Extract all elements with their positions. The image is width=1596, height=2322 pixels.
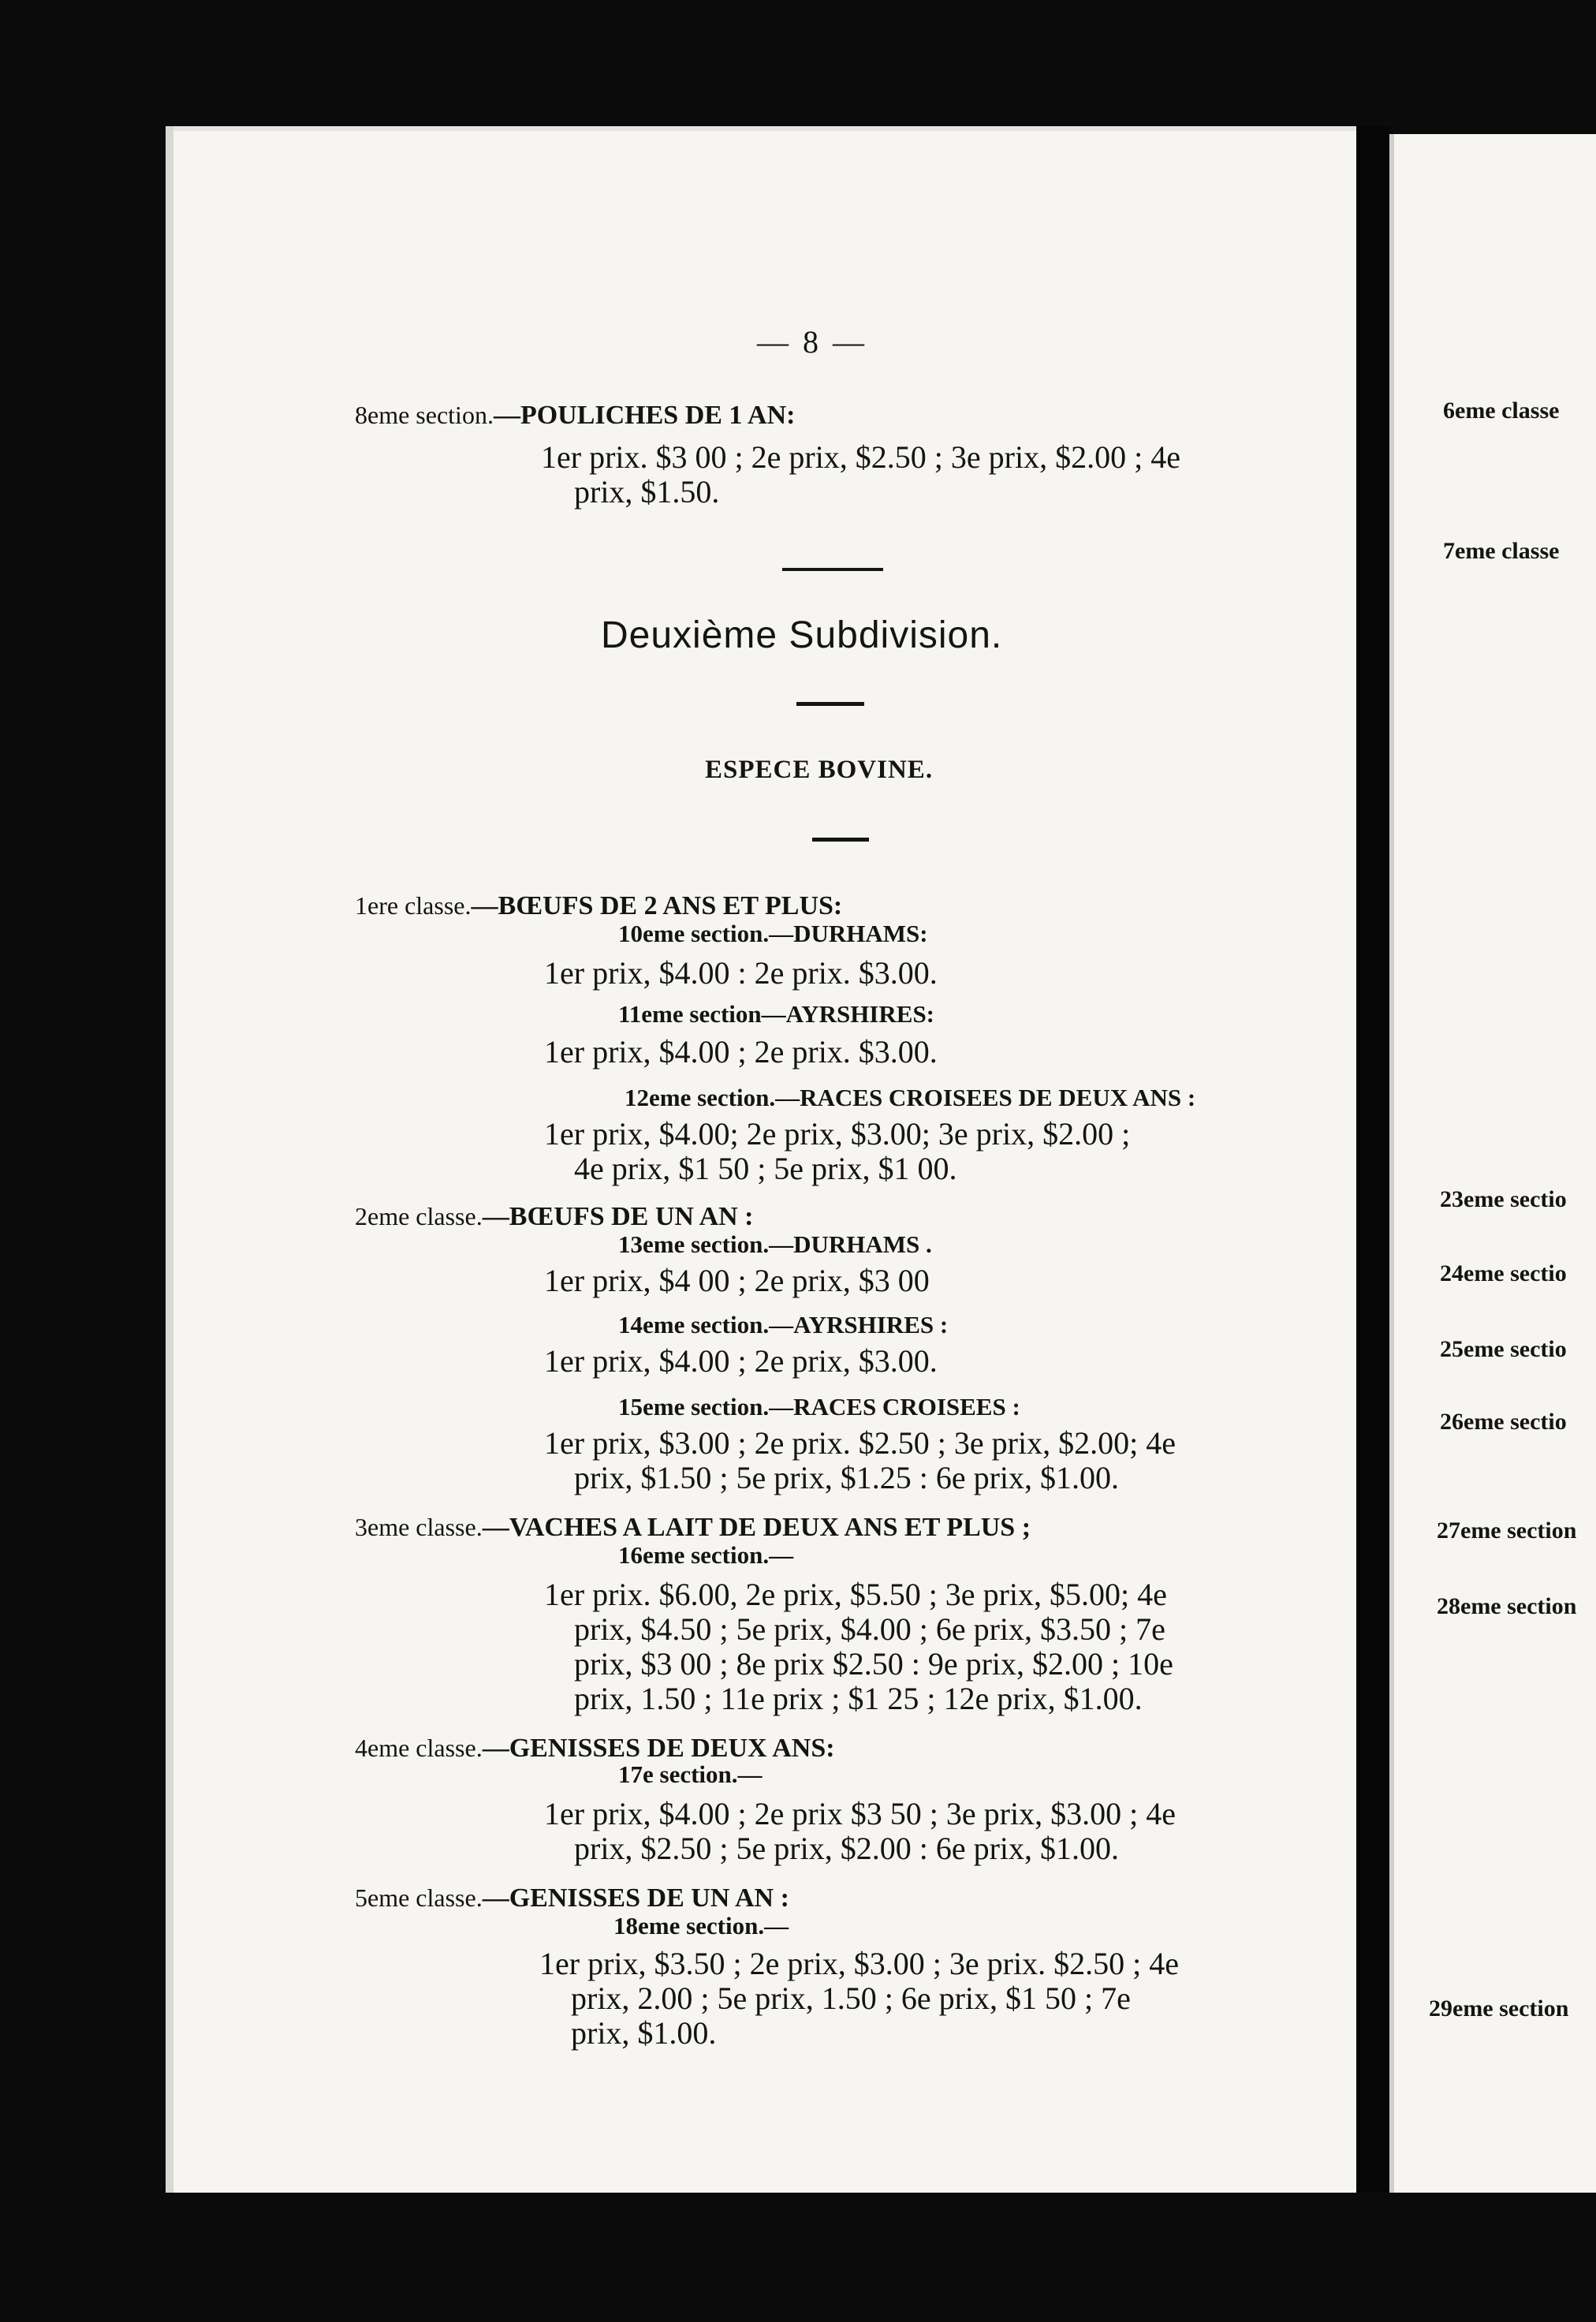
prize-line: 1er prix. $3 00 ; 2e prix, $2.50 ; 3e prix, $2.00 ; 4e xyxy=(541,439,1180,475)
prize-line: 1er prix, $4.00 ; 2e prix, $3.00. xyxy=(544,1343,938,1379)
right-page-text: 25eme sectio xyxy=(1440,1336,1567,1362)
scan-speck xyxy=(382,2238,396,2260)
class-1-heading: 1ere classe.—BŒUFS DE 2 ANS ET PLUS: xyxy=(355,891,843,920)
divider xyxy=(782,568,883,571)
class-4-heading: 4eme classe.—GENISSES DE DEUX ANS: xyxy=(355,1734,835,1763)
section-13-heading: 13eme section.—DURHAMS . xyxy=(618,1230,932,1258)
prize-line: prix, $1.00. xyxy=(571,2015,717,2051)
class-5-heading: 5eme classe.—GENISSES DE UN AN : xyxy=(355,1883,789,1913)
section-16-heading: 16eme section.— xyxy=(618,1541,794,1569)
section-8-heading: 8eme section.—POULICHES DE 1 AN: xyxy=(355,401,796,430)
prize-line: 1er prix, $4.00 ; 2e prix. $3.00. xyxy=(544,1034,938,1070)
page-number: — 8 — xyxy=(757,324,867,360)
right-page-text: 6eme classe xyxy=(1443,398,1560,424)
page-gutter xyxy=(1356,126,1389,2193)
prize-line: prix, $2.50 ; 5e prix, $2.00 : 6e prix, $1.00. xyxy=(574,1831,1120,1866)
section-11-heading: 11eme section—AYRSHIRES: xyxy=(618,1000,935,1028)
class-3-heading: 3eme classe.—VACHES A LAIT DE DEUX ANS ET PLUS ; xyxy=(355,1513,1031,1542)
prize-line: 1er prix. $6.00, 2e prix, $5.50 ; 3e prix, $5.00; 4e xyxy=(544,1577,1167,1612)
class-2-heading: 2eme classe.—BŒUFS DE UN AN : xyxy=(355,1202,754,1231)
prize-line: 1er prix, $4 00 ; 2e prix, $3 00 xyxy=(544,1263,930,1298)
right-page-text: 26eme sectio xyxy=(1440,1409,1567,1435)
section-12-heading: 12eme section.—RACES CROISEES DE DEUX ANS : xyxy=(625,1084,1196,1111)
divider xyxy=(812,838,869,842)
prize-line: 1er prix, $4.00 ; 2e prix $3 50 ; 3e prix, $3.00 ; 4e xyxy=(544,1796,1176,1831)
right-page xyxy=(1389,134,1596,2193)
prize-line: 1er prix, $3.50 ; 2e prix, $3.00 ; 3e prix. $2.50 ; 4e xyxy=(539,1946,1179,1981)
section-10-heading: 10eme section.—DURHAMS: xyxy=(618,920,928,947)
prize-line: 1er prix, $3.00 ; 2e prix. $2.50 ; 3e prix, $2.00; 4e xyxy=(544,1425,1176,1461)
prize-line: prix, $4.50 ; 5e prix, $4.00 ; 6e prix, $3.50 ; 7e xyxy=(574,1611,1165,1647)
right-page-text: 28eme section xyxy=(1437,1593,1577,1619)
prize-line: prix, 1.50 ; 11e prix ; $1 25 ; 12e prix, $1.00. xyxy=(574,1681,1143,1716)
section-15-heading: 15eme section.—RACES CROISEES : xyxy=(618,1393,1020,1420)
prize-line: prix, 2.00 ; 5e prix, 1.50 ; 6e prix, $1 50 ; 7e xyxy=(571,1980,1131,2016)
right-page-text: 24eme sectio xyxy=(1440,1260,1567,1286)
prize-line: prix, $1.50 ; 5e prix, $1.25 : 6e prix, $1.00. xyxy=(574,1460,1120,1495)
section-18-heading: 18eme section.— xyxy=(613,1912,789,1939)
prize-line: prix, $1.50. xyxy=(574,474,720,510)
subdivision-title: Deuxième Subdivision. xyxy=(601,614,1003,656)
divider xyxy=(796,702,864,706)
prize-line: 1er prix, $4.00 : 2e prix. $3.00. xyxy=(544,955,938,991)
right-page-text: 7eme classe xyxy=(1443,538,1560,564)
section-14-heading: 14eme section.—AYRSHIRES : xyxy=(618,1311,949,1338)
scan-speck xyxy=(360,44,369,65)
right-page-text: 29eme section xyxy=(1429,1995,1569,2021)
prize-line: prix, $3 00 ; 8e prix $2.50 : 9e prix, $2.00 ; 10e xyxy=(574,1646,1173,1682)
prize-line: 1er prix, $4.00; 2e prix, $3.00; 3e prix, $2.00 ; xyxy=(544,1116,1131,1152)
right-page-text: 23eme sectio xyxy=(1440,1186,1567,1212)
prize-line: 4e prix, $1 50 ; 5e prix, $1 00. xyxy=(574,1151,957,1186)
right-page-text: 27eme section xyxy=(1437,1518,1577,1544)
section-17-heading: 17e section.— xyxy=(618,1760,763,1788)
species-title: ESPECE BOVINE. xyxy=(705,756,934,784)
